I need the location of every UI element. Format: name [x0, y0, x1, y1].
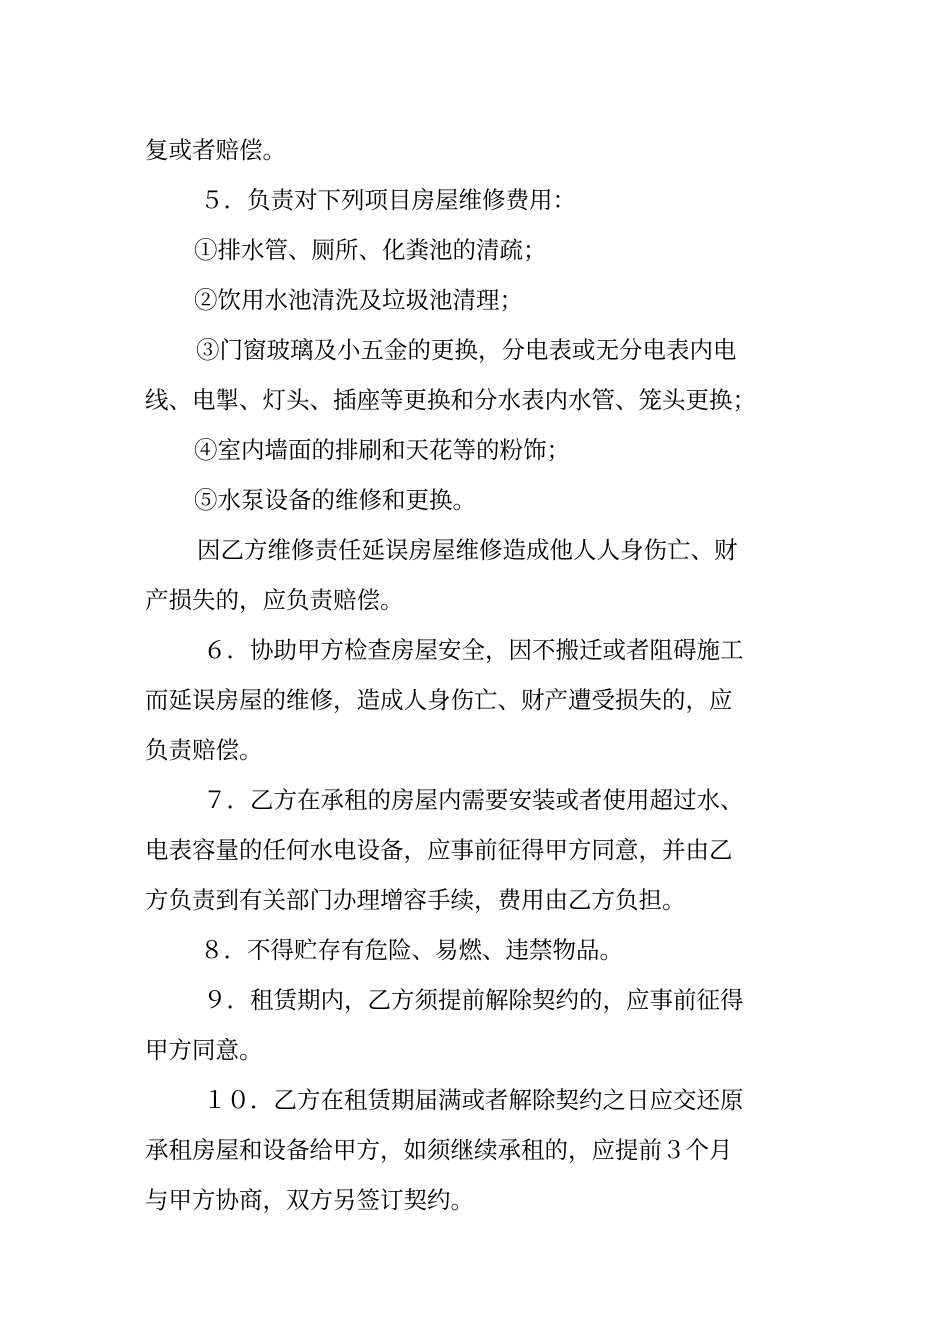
text-line: 电表容量的任何水电设备，应事前征得甲方同意，并由乙	[145, 836, 733, 864]
text-line: 复或者赔偿。	[145, 136, 286, 164]
text-line: 方负责到有关部门办理增容手续，费用由乙方负担。	[145, 886, 686, 914]
text-line: ５．负责对下列项目房屋维修费用：	[200, 186, 576, 214]
text-line: 承租房屋和设备给甲方，如须继续承租的，应提前３个月	[145, 1136, 733, 1164]
text-line: 而延误房屋的维修，造成人身伤亡、财产遭受损失的，应	[145, 686, 733, 714]
text-line: ７．乙方在承租的房屋内需要安装或者使用超过水、	[203, 786, 744, 814]
text-line: ②饮用水池清洗及垃圾池清理；	[194, 286, 523, 314]
text-line: ９．租赁期内，乙方须提前解除契约的，应事前征得	[203, 986, 744, 1014]
text-line: ④室内墙面的排刷和天花等的粉饰；	[194, 436, 570, 464]
text-line: ③门窗玻璃及小五金的更换，分电表或无分电表内电	[196, 336, 737, 364]
text-line: 甲方同意。	[145, 1036, 263, 1064]
text-line: 因乙方维修责任延误房屋维修造成他人人身伤亡、财	[197, 536, 738, 564]
text-line: ８．不得贮存有危险、易燃、违禁物品。	[200, 936, 623, 964]
text-line: １０．乙方在租赁期届满或者解除契约之日应交还原	[203, 1086, 744, 1114]
text-line: 线、电掣、灯头、插座等更换和分水表内水管、笼头更换；	[145, 386, 756, 414]
text-line: 产损失的，应负责赔偿。	[145, 586, 404, 614]
text-line: ①排水管、厕所、化粪池的清疏；	[194, 236, 547, 264]
text-line: ⑤水泵设备的维修和更换。	[194, 486, 476, 514]
text-line: 负责赔偿。	[145, 736, 263, 764]
text-line: 与甲方协商，双方另签订契约。	[145, 1186, 474, 1214]
text-line: ６．协助甲方检查房屋安全，因不搬迁或者阻碍施工	[203, 636, 744, 664]
